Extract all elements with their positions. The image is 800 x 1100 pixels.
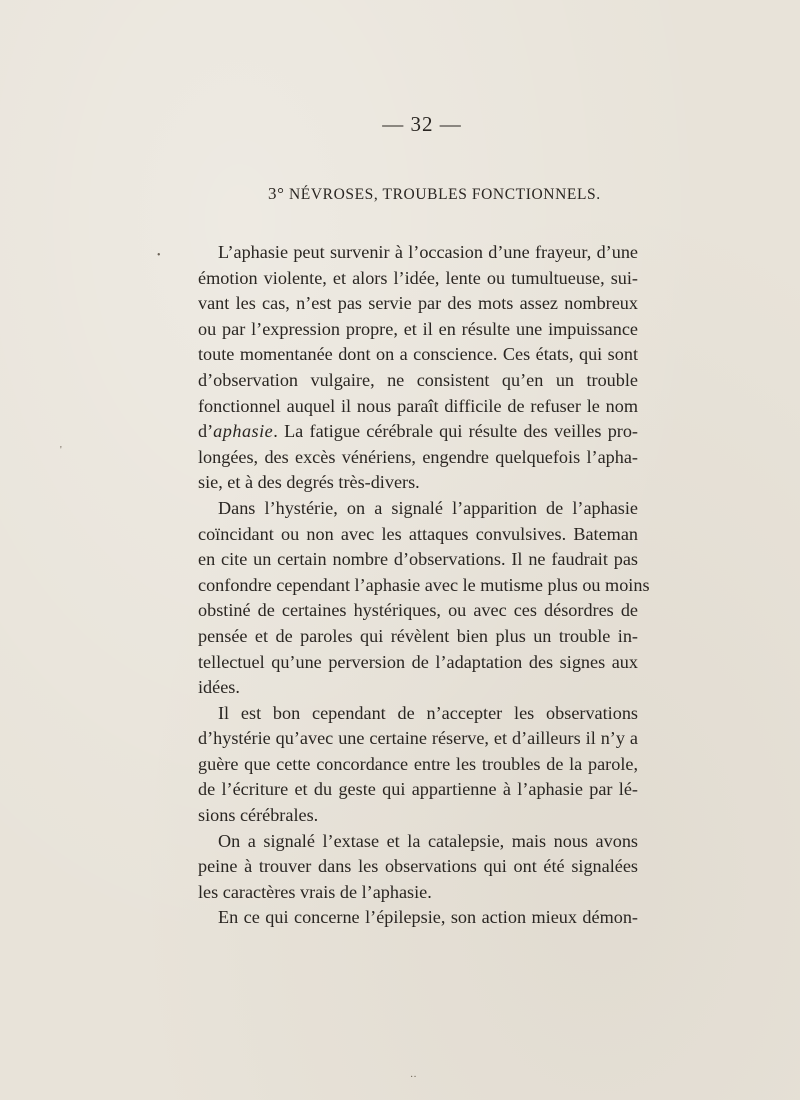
italic-term: aphasie [213, 421, 274, 442]
text-line: de l’écriture et du geste qui appartienne à l’aphasie par lé- [198, 779, 638, 800]
text-line: longées, des excès vénériens, engendre quelquefois l’apha- [198, 446, 638, 467]
body-text [198, 240, 650, 931]
text-line: sie, et à des degrés très-divers. [198, 472, 420, 493]
text-fragment: . La fatigue cérébrale qui résulte des veilles pro- [273, 421, 638, 442]
text-line: d’hystérie qu’avec une certaine réserve, et d’ailleurs il n’y a [198, 728, 638, 749]
margin-mark: • [157, 250, 161, 261]
text-line: L’aphasie peut survenir à l’occasion d’une frayeur, d’une [218, 242, 638, 262]
section-title: NÉVROSES, TROUBLES FONCTIONNELS. [288, 186, 601, 203]
text-line: On a signalé l’extase et la catalepsie, mais nous avons [218, 830, 638, 851]
text-line: idées. [198, 677, 240, 698]
section-number: 3° [268, 184, 285, 203]
text-line: sions cérébrales. [198, 805, 319, 826]
text-line: émotion violente, et alors l’idée, lente ou tumultueuse, sui- [198, 267, 638, 288]
text-line: les caractères vrais de l’aphasie. [198, 881, 432, 902]
text-line: en cite un certain nombre d’observations. Il ne faudrait pas [198, 549, 638, 570]
text-line [198, 419, 638, 445]
text-line: En ce qui concerne l’épilepsie, son action mieux démon- [218, 907, 638, 928]
text-line: peine à trouver dans les observations qui ont été signalées [198, 856, 638, 877]
text-line: vant les cas, n’est pas servie par des mots assez nombreux [198, 293, 638, 314]
text-line: d’observation vulgaire, ne consistent qu’en un trouble [198, 369, 638, 390]
text-line: confondre cependant l’aphasie avec le mutisme plus ou moins [198, 574, 650, 595]
section-heading [268, 184, 601, 204]
text-line: pensée et de paroles qui révèlent bien plus un trouble in- [198, 625, 638, 646]
text-line: guère que cette concordance entre les troubles de la parole, [198, 753, 638, 774]
page-number: — 32 — [382, 112, 462, 136]
margin-mark: ·· [410, 1072, 417, 1083]
text-line: tellectuel qu’une perversion de l’adaptation des signes aux [198, 651, 638, 672]
text-line: obstiné de certaines hystériques, ou avec ces désordres de [198, 600, 638, 621]
text-line: ou par l’expression propre, et il en résulte une impuissance [198, 318, 638, 339]
text-line: Dans l’hystérie, on a signalé l’apparition de l’aphasie [218, 497, 638, 518]
text-fragment: d’ [198, 421, 214, 442]
text-line: fonctionnel auquel il nous paraît difficile de refuser le nom [198, 395, 638, 416]
text-line: Il est bon cependant de n’accepter les observations [218, 702, 638, 723]
text-line: toute momentanée dont on a conscience. Ces états, qui sont [198, 344, 638, 365]
margin-mark: ' [60, 445, 62, 456]
text-line: coïncidant ou non avec les attaques convulsives. Bateman [198, 523, 638, 544]
